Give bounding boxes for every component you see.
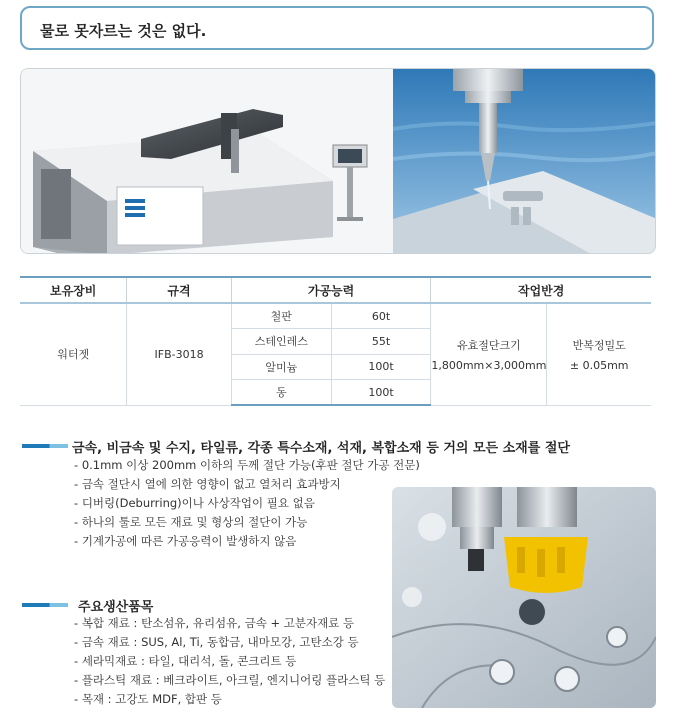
material-name: 철판: [231, 303, 331, 329]
precision-label: 반복정밀도: [572, 338, 626, 352]
material-thickness: 100t: [331, 354, 431, 380]
list-item: - 플라스틱 재료 : 베크라이트, 아크릴, 엔지니어링 플라스틱 등: [74, 671, 385, 690]
range-label: 유효절단크기: [456, 338, 521, 352]
precision-cell: [547, 303, 651, 405]
list-item: - 디버링(Deburring)이나 사상작업이 필요 없음: [74, 494, 420, 513]
list-item: - 기계가공에 따른 가공응력이 발생하지 않음: [74, 532, 420, 551]
equipment-model: IFB-3018: [127, 303, 231, 405]
material-thickness: 60t: [331, 303, 431, 329]
waterjet-cutting-photo: [392, 487, 656, 708]
section1-list: [74, 456, 420, 551]
photo-strip: [20, 68, 656, 254]
list-item: - 목재 : 고강도 MDF, 합판 등: [74, 690, 385, 709]
list-item: - 금속 절단시 열에 의한 영향이 없고 열처리 효과방지: [74, 475, 420, 494]
list-item: - 세라믹재료 : 타일, 대리석, 돌, 콘크리트 등: [74, 652, 385, 671]
header-work-range: 작업반경: [431, 277, 651, 303]
header-equipment: 보유장비: [20, 277, 127, 303]
header-capability: 가공능력: [231, 277, 431, 303]
spec-table: [20, 276, 651, 406]
section2-list: [74, 614, 385, 709]
precision-value: ± 0.05mm: [569, 358, 629, 372]
material-name: 스테인레스: [231, 329, 331, 355]
material-name: 동: [231, 380, 331, 406]
section1-title: 금속, 비금속 및 수지, 타일류, 각종 특수소재, 석재, 복합소재 등 거의 모든 소재를 절단: [72, 441, 570, 456]
material-thickness: 55t: [331, 329, 431, 355]
section-marker-icon: [22, 444, 68, 448]
list-item: - 0.1mm 이상 200mm 이하의 두께 절단 가능(후판 절단 가공 전문): [74, 456, 420, 475]
cutting-head-photo: [393, 69, 656, 254]
equipment-name: 워터젯: [20, 303, 127, 405]
section-marker-icon: [22, 603, 68, 607]
list-item: - 복합 재료 : 탄소섬유, 유리섬유, 금속 + 고분자재료 등: [74, 614, 385, 633]
material-thickness: 100t: [331, 380, 431, 406]
section2-title: 주요생산품목: [78, 600, 154, 615]
table-row: [20, 303, 651, 329]
material-name: 알미늄: [231, 354, 331, 380]
waterjet-machine-photo: [21, 69, 393, 254]
title-box: [20, 6, 654, 50]
list-item: - 하나의 툴로 모든 재료 및 형상의 절단이 가능: [74, 513, 420, 532]
range-value: 1,800mm×3,000mm: [431, 358, 547, 372]
work-range-cell: [431, 303, 547, 405]
page-title: 물로 못자르는 것은 없다.: [40, 22, 207, 40]
list-item: - 금속 재료 : SUS, Al, Ti, 동합금, 내마모강, 고탄소강 등: [74, 633, 385, 652]
header-spec: 규격: [127, 277, 231, 303]
